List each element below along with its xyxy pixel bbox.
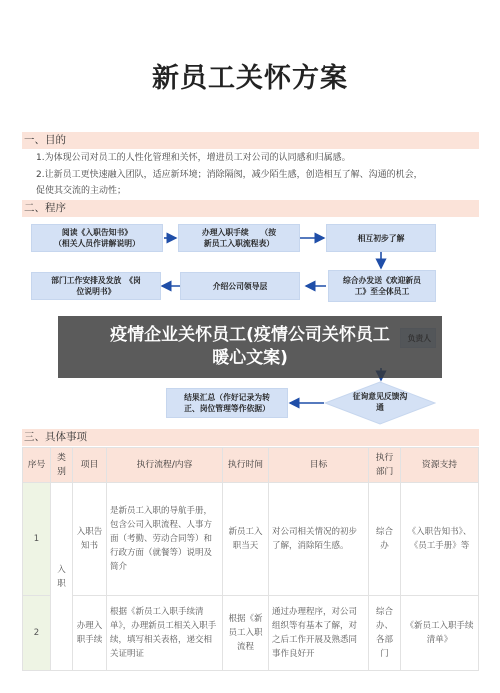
header-time: 执行时间	[223, 448, 269, 483]
header-content: 执行流程/内容	[107, 448, 223, 483]
decision-label: 征询意见反馈沟 通	[352, 392, 408, 412]
row-dept: 综合办	[369, 483, 401, 596]
row-resource: 《入职告知书》、《员工手册》等	[401, 483, 479, 596]
section-process-heading: 二、程序	[22, 200, 479, 217]
header-goal: 目标	[269, 448, 369, 483]
flow-step-welcome-email: 综合办发送《欢迎新员 工》至全体员工	[328, 270, 436, 302]
flow-step-work-assignment: 部门工作安排及发放 《岗 位说明书》	[31, 272, 161, 300]
goal-line-2: 2.让新员工更快速融入团队，适应新环境；消除隔阂，减少陌生感，创造相互了解、沟通的机会，	[36, 169, 423, 180]
row-time: 根据《新员工入职流程	[223, 596, 269, 671]
flow-step-introduce-leadership: 介绍公司领导层	[180, 272, 300, 300]
goal-line-3: 促使其交流的主动性；	[36, 186, 127, 196]
header-category: 类别	[51, 448, 73, 483]
flow-decision-feedback	[324, 381, 436, 425]
section-goal-heading: 一、目的	[22, 132, 479, 149]
table-row	[23, 483, 479, 596]
flow-step-result-summary: 结果汇总（作好记录为转 正、岗位管理等作依据）	[166, 388, 288, 418]
document-title: 新员工关怀方案	[152, 63, 348, 94]
section-details-heading: 三、具体事项	[22, 429, 479, 446]
flow-step-mutual-introduction: 相互初步了解	[326, 224, 436, 252]
row-no: 1	[23, 483, 51, 596]
row-dept: 综合办、各部门	[369, 596, 401, 671]
row-item: 入职告知书	[73, 483, 107, 596]
table-header-row	[23, 448, 479, 483]
row-time: 新员工入职当天	[223, 483, 269, 596]
goal-line-1: 1.为体现公司对员工的人性化管理和关怀，增进员工对公司的认同感和归属感。	[36, 153, 351, 163]
header-no: 序号	[23, 448, 51, 483]
banner-line-1: 疫情企业关怀员工(疫情公司关怀员工	[110, 325, 390, 345]
row-goal: 通过办理程序，对公司组织等有基本了解，对之后工作开展及熟悉同事作良好开	[269, 596, 369, 671]
header-resource: 资源支持	[401, 448, 479, 483]
header-dept: 执行部门	[369, 448, 401, 483]
row-resource: 《新员工入职手续清单》	[401, 596, 479, 671]
table-row	[23, 596, 479, 671]
flow-step-onboarding-procedures: 办理入职手续 （按 新员工入职流程表）	[178, 224, 300, 252]
overlay-title-banner	[58, 316, 442, 378]
row-content: 是新员工入职的导航手册，包含公司入职流程、人事方面（考勤、劳动合同等）和行政方面（就餐等）说明及简介	[107, 483, 223, 596]
flow-step-read-notice: 阅读《入职告知书》 （相关人员作讲解说明）	[31, 224, 163, 252]
details-table	[22, 447, 479, 671]
row-category: 入职	[51, 483, 73, 671]
header-item: 项目	[73, 448, 107, 483]
banner-line-2: 暖心文案)	[212, 348, 288, 368]
row-item: 办理入职手续	[73, 596, 107, 671]
row-content: 根据《新员工入职手续清单》，办理新员工相关入职手续，填写相关表格，递交相关证明证	[107, 596, 223, 671]
row-goal: 对公司相关情况的初步了解，消除陌生感。	[269, 483, 369, 596]
row-no: 2	[23, 596, 51, 671]
